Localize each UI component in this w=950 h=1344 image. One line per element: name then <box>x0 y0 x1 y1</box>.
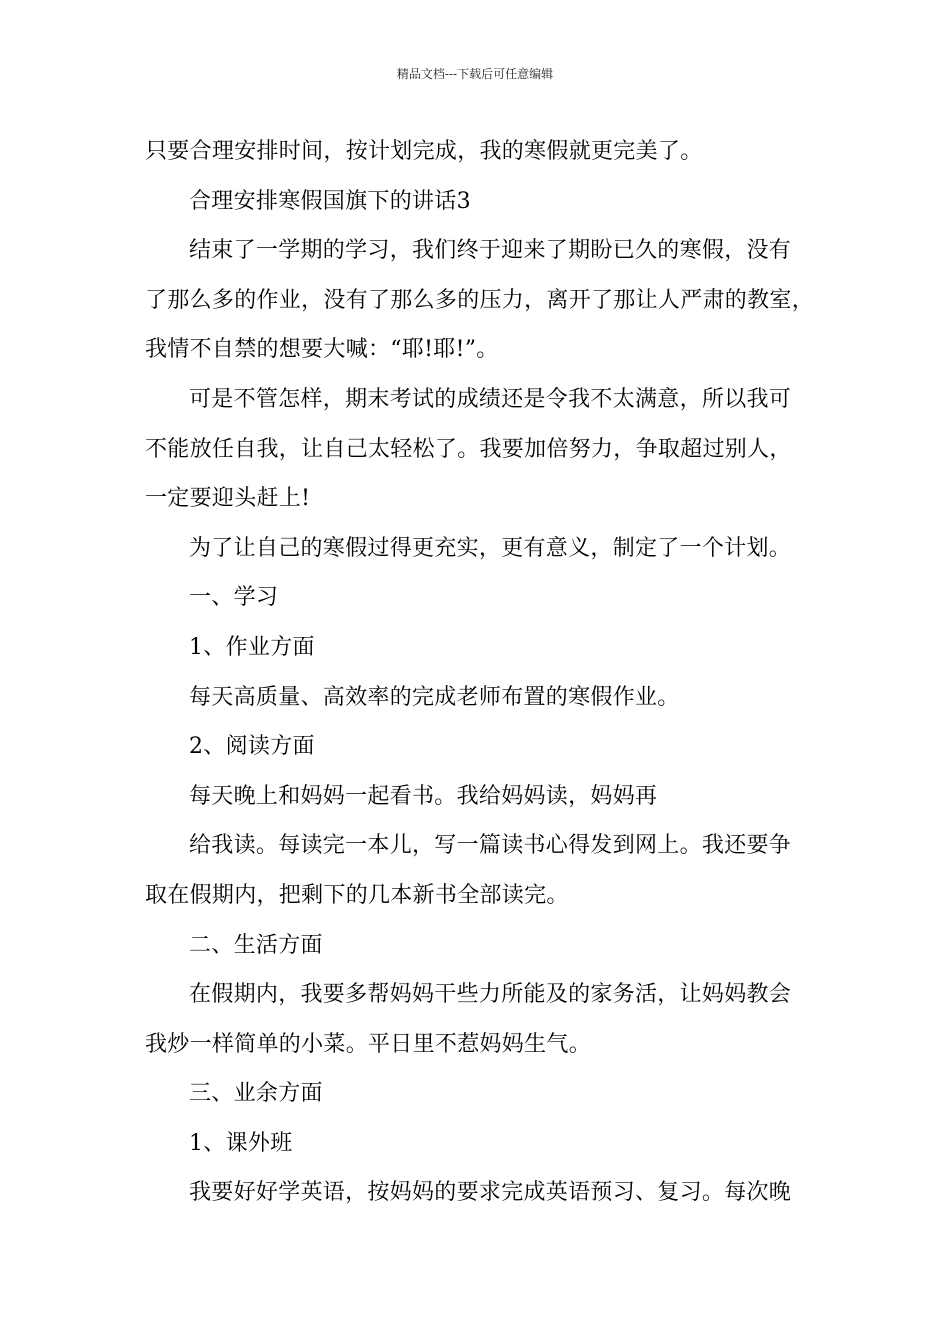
text-line: 取在假期内，把剩下的几本新书全部读完。 <box>145 882 569 908</box>
text-line: 在假期内，我要多帮妈妈干些力所能及的家务活，让妈妈教会 <box>189 982 792 1008</box>
text-line: 合理安排寒假国旗下的讲话3 <box>189 188 471 214</box>
text-line: 一定要迎头赶上! <box>145 486 311 512</box>
page-header: 精品文档---下载后可任意编辑 <box>396 67 554 81</box>
text-line: 不能放任自我，让自己太轻松了。我要加倍努力，争取超过别人， <box>145 436 792 462</box>
text-line: 1、作业方面 <box>189 634 315 660</box>
text-line: 2、阅读方面 <box>189 734 315 760</box>
text-line: 每天晚上和妈妈一起看书。我给妈妈读，妈妈再 <box>189 783 658 809</box>
text-line: 1、课外班 <box>189 1130 293 1156</box>
text-line: 我要好好学英语，按妈妈的要求完成英语预习、复习。每次晚 <box>189 1180 792 1206</box>
text-line: 我炒一样简单的小菜。平日里不惹妈妈生气。 <box>145 1031 592 1057</box>
text-line: 二、生活方面 <box>189 932 323 958</box>
document-body <box>145 127 835 1218</box>
text-line: 给我读。每读完一本儿，写一篇读书心得发到网上。我还要争 <box>189 833 792 859</box>
text-line: 一、学习 <box>189 585 279 611</box>
text-line: 每天高质量、高效率的完成老师布置的寒假作业。 <box>189 684 680 710</box>
text-line: 了那么多的作业，没有了那么多的压力，离开了那让人严肃的教室， <box>145 287 815 313</box>
text-line: 为了让自己的寒假过得更充实，更有意义，制定了一个计划。 <box>189 535 792 561</box>
text-line: 我情不自禁的想要大喊：“耶!耶!”。 <box>145 337 499 363</box>
text-line: 结束了一学期的学习，我们终于迎来了期盼已久的寒假，没有 <box>189 238 792 264</box>
text-line: 可是不管怎样，期末考试的成绩还是令我不太满意，所以我可 <box>189 386 792 412</box>
text-line: 三、业余方面 <box>189 1081 323 1107</box>
text-line: 只要合理安排时间，按计划完成，我的寒假就更完美了。 <box>145 139 703 164</box>
